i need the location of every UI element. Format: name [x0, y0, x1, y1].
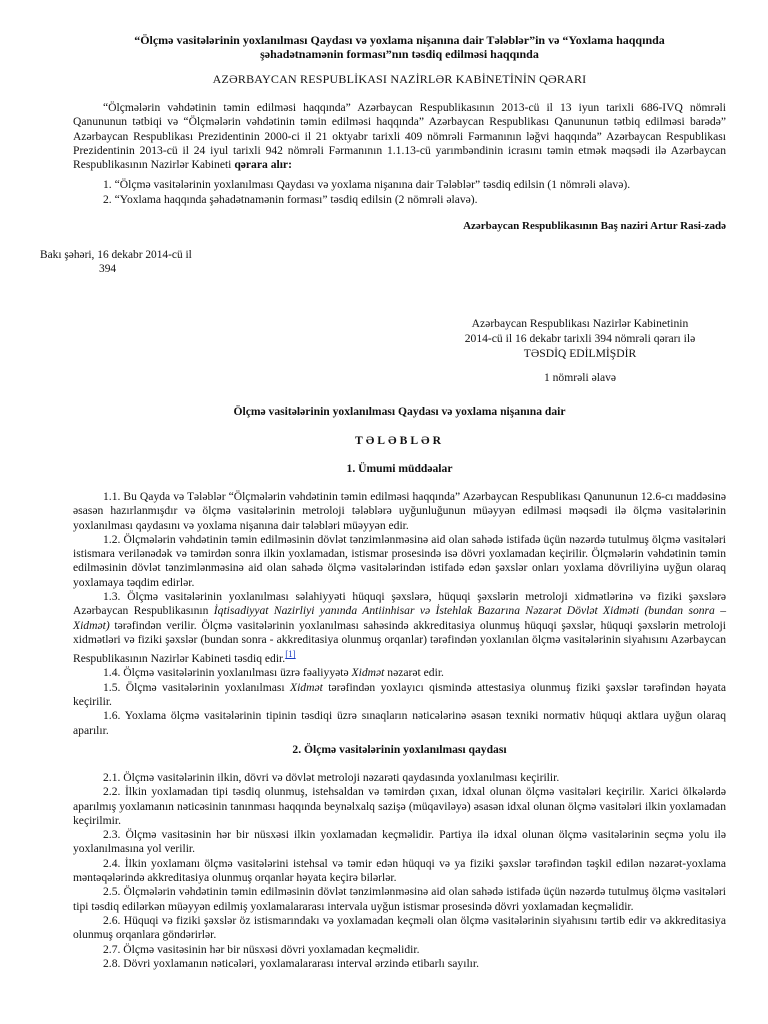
annex-label: 1 nömrəli əlavə	[543, 371, 617, 384]
paragraph-2-3: 2.3. Ölçmə vasitəsinin hər bir nüsxəsi ilkin yoxlamadan keçməlidir. Partiya ilə idxal olunan ölçmə vasitələrinin seçmə yolu ilə yoxlanılmasına yol verilir.	[73, 828, 726, 856]
section-2-heading: 2. Ölçmə vasitələrinin yoxlanılması qaydası	[292, 743, 507, 756]
paragraph-1-6: 1.6. Yoxlama ölçmə vasitələrinin tipinin təsdiqi üzrə sınaqların nəticələrinə əsasən texniki normativ hüquqi aktlara uyğun olaraq aparılır.	[73, 709, 726, 737]
paragraph-2-2: 2.2. İlkin yoxlamadan tipi təsdiq olunmuş, istehsaldan və təmirdən çıxan, idxal olunan ölçmə vasitələri keçirilir. Xarici ölkələrdə aparılmış yoxlamanın nəticəsinin tanınması haqqında beynəlxalq sazişə (müqaviləyə) əsasən idxal olunan ölçmə vasitələri ilkin yoxlamadan keçirilmir.	[73, 785, 726, 827]
title-line-1: “Ölçmə vasitələrinin yoxlanılması Qaydası və yoxlama nişanına dair Tələblər”in və “Yoxlama haqqında	[134, 33, 665, 47]
section-2-body	[73, 771, 726, 971]
paragraph-2-6: 2.6. Hüquqi və fiziki şəxslər öz istismarındakı və yoxlamadan keçməli olan ölçmə vasitələrinin siyahısını tərtib edir və akkreditasiya olunmuş orqanlara göndərirlər.	[73, 913, 726, 942]
prime-minister-signature: Azərbaycan Respublikasının Baş naziri Artur Rasi-zadə	[463, 220, 726, 232]
preamble-bold: qərara alır:	[234, 158, 292, 172]
footnote-link[interactable]: [1]	[285, 649, 296, 660]
title-line-2: şəhadətnamənin forması”nın təsdiq edilməsi haqqında	[260, 47, 539, 62]
city-date: Bakı şəhəri, 16 dekabr 2014-cü il	[40, 249, 192, 261]
p13-text-b: tərəfindən verilir. Ölçmə vasitələrinin yoxlanılması sahəsində akkreditasiya olunmuş hüquqi şəxslər, hüquqi şəxslərin metroloji xidmətləri və fiziki şəxslər (bundan sonra - akkreditasiya olunmuş orqanlar) tərəfindən yoxlanılan ölçmə vasitələrinin siyahısını Azərbaycan Respublikasının Nazirlər Kabineti təsdiq edir.	[73, 618, 726, 666]
paragraph-2-1: 2.1. Ölçmə vasitələrinin ilkin, dövri və dövlət metroloji nəzarəti qaydasında yoxlanılması keçirilir.	[103, 771, 560, 784]
paragraph-1-3	[73, 590, 726, 666]
paragraph-1-1: 1.1. Bu Qayda və Tələblər “Ölçmələrin vəhdətinin təmin edilməsi haqqında” Azərbaycan Respublikası Qanununun 12.6-cı maddəsinə əsasən hazırlanmışdır və ölçmə vasitələrinin metroloji tələblərə uyğunluğunun müəyyən edilməsi məqsədi ilə ölçmə vasitələrinin yoxlanılması qaydasını və yoxlama nişanına dair tələbləri müəyyən edir.	[73, 490, 726, 532]
p14-text-b: nəzarət edir.	[384, 666, 444, 680]
decision-list	[73, 177, 726, 207]
approval-line-1: Azərbaycan Respublikası Nazirlər Kabinetinin	[471, 317, 689, 330]
decision-item-1: 1. “Ölçmə vasitələrinin yoxlanılması Qaydası və yoxlama nişanına dair Tələblər” təsdiq edilsin (1 nömrəli əlavə).	[103, 178, 631, 191]
decree-number: 394	[99, 263, 117, 275]
decision-item-2: 2. “Yoxlama haqqında şəhadətnamənin forması” təsdiq edilsin (2 nömrəli əlavə).	[103, 193, 478, 206]
paragraph-2-8: 2.8. Dövri yoxlamanın nəticələri, yoxlamalararası interval ərzində etibarlı sayılır.	[103, 956, 480, 970]
p13-italic: İqtisadiyyat Nazirliyi yanında Antiinhisar və İstehlak Bazarına Nəzarət Dövlət Xidməti (bundan sonra – Xidmət)	[73, 604, 727, 632]
paragraph-2-5: 2.5. Ölçmələrin vəhdətinin təmin edilməsinin dövlət tənzimlənməsinə aid olan sahədə istifadə üçün nəzərdə tutulmuş ölçmə vasitələri tipi təsdiq edilərkən müəyyən edilmiş yoxlamalararası intervala uyğun istismar prosesində dövri yoxlamadan keçməlidir.	[73, 885, 726, 913]
paragraph-1-2: 1.2. Ölçmələrin vəhdətinin təmin edilməsinin dövlət tənzimlənməsinə aid olan sahədə istifadə üçün nəzərdə tutulmuş ölçmə vasitələri istismara verilənədək və təmirdən sonra ilkin yoxlamadan, istismar prosesində isə dövri yoxlamadan keçirilir. Ölçmələrin vəhdətinin təmin edilməsinin dövlət tənzimlənməsinə aid olan sahədə ölçmə vasitələrindən istifadə edən şəxslər onları yoxlama dövriliyinə uyğun olaraq yoxlamaya təqdim edirlər.	[73, 532, 726, 589]
preamble-paragraph	[73, 101, 726, 172]
p15-text-a: 1.5. Ölçmə vasitələrinin yoxlanılması	[103, 680, 290, 694]
document-title	[73, 33, 726, 62]
place-and-date	[40, 248, 192, 276]
rules-title: Ölçmə vasitələrinin yoxlanılması Qaydası və yoxlama nişanına dair	[233, 405, 566, 418]
approval-line-2: 2014-cü il 16 dekabr tarixli 394 nömrəli qərarı ilə	[464, 332, 696, 345]
approval-line-3: TƏSDİQ EDİLMİŞDİR	[523, 347, 637, 360]
paragraph-1-4	[73, 666, 726, 680]
paragraph-1-5	[73, 681, 726, 710]
p13-text-a: 1.3. Ölçmə vasitələrinin yoxlanılması səlahiyyəti hüquqi şəxslərə, hüquqi şəxslərin metroloji xidmətlərinə və fiziki şəxslərə Azərbaycan Respublikasının	[73, 590, 726, 618]
section-1-heading: 1. Ümumi müddəalar	[346, 462, 453, 475]
preamble-text: “Ölçmələrin vəhdətinin təmin edilməsi haqqında” Azərbaycan Respublikasının 2013-cü il 13 iyun tarixli 686-IVQ nömrəli Qanununun tətbiqi və “Ölçmələrin vəhdətinin təmin edilməsi haqqında” Azərbaycan Respublikası Qanununun tətbiq edilməsi barədə” Azərbaycan Respublikası Prezidentinin 2000-ci il 21 oktyabr tarixli 409 nömrəli Fərmanının ləğvi haqqında” Azərbaycan Respublikası Prezidentinin 2013-cü il 24 iyul tarixli 942 nömrəli Fərmanının 1.1.13-cü yarımbəndinin icrasını təmin etmək məqsədi ilə Azərbaycan Respublikasının Nazirlər Kabineti	[73, 101, 726, 172]
p15-italic: Xidmət	[290, 680, 323, 694]
section-1-body	[73, 490, 726, 738]
paragraph-2-4: 2.4. İlkin yoxlamanı ölçmə vasitələrini istehsal və təmir edən hüquqi və ya fiziki şəxslər tərəfindən təşkil edilən nəzarət-yoxlama məntəqələrində akkreditasiya olunmuş orqanlar həyata keçirə bilərlər.	[73, 856, 726, 885]
p14-text-a: 1.4. Ölçmə vasitələrinin yoxlanılması üzrə fəaliyyətə	[103, 666, 352, 680]
approval-block	[430, 316, 730, 385]
paragraph-2-7: 2.7. Ölçmə vasitəsinin hər bir nüsxəsi dövri yoxlamadan keçməlidir.	[103, 942, 420, 956]
decree-heading: AZƏRBAYCAN RESPUBLİKASI NAZİRLƏR KABİNETİNİN QƏRARI	[212, 72, 587, 86]
p14-italic: Xidmət	[351, 666, 385, 680]
requirements-heading: TƏLƏBLƏR	[355, 434, 444, 447]
p15-text-b: tərəfindən yoxlayıcı qismində attestasiya olunmuş fiziki şəxslər tərəfindən həyata keçirilir.	[73, 680, 726, 709]
